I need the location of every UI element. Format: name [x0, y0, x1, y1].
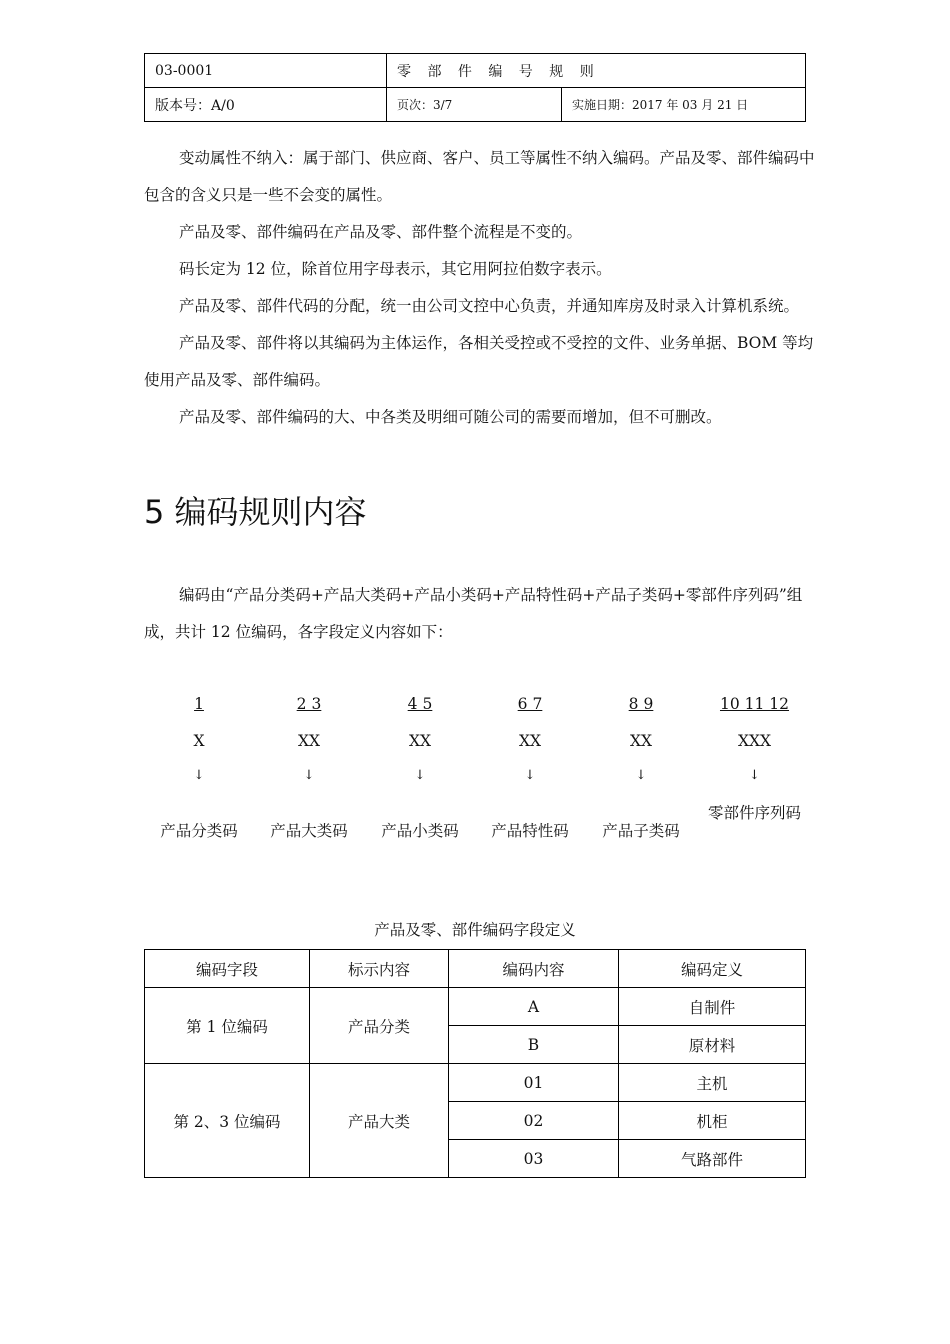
definition-cell: 主机 — [619, 1064, 806, 1102]
column-header: 编码内容 — [449, 950, 619, 988]
code-cell: A — [449, 988, 619, 1026]
code-name: 产品小类码 — [381, 822, 459, 840]
code-field — [365, 695, 475, 850]
page-number: 页次：3/7 — [387, 88, 562, 122]
field-cell: 第 2、3 位编码 — [145, 1064, 310, 1178]
code-position: 2 3 — [296, 695, 322, 713]
table-header-row — [145, 950, 806, 988]
effective-date: 实施日期：2017 年 03 月 21 日 — [562, 88, 806, 122]
code-position: 8 9 — [628, 695, 654, 713]
column-header: 标示内容 — [310, 950, 449, 988]
code-cell: 03 — [449, 1140, 619, 1178]
doc-number: 03-0001 — [145, 54, 387, 88]
paragraph: 产品及零、部件编码的大、中各类及明细可随公司的需要而增加，但不可删改。 — [179, 408, 722, 426]
paragraph: 产品及零、部件代码的分配，统一由公司文控中心负责，并通知库房及时录入计算机系统。 — [179, 297, 800, 315]
code-name: 零部件序列码 — [708, 804, 802, 822]
definition-cell: 机柜 — [619, 1102, 806, 1140]
table-row — [145, 988, 806, 1026]
label-cell: 产品大类 — [310, 1064, 449, 1178]
down-arrow-icon: ↓ — [414, 768, 426, 783]
down-arrow-icon: ↓ — [524, 768, 536, 783]
code-field — [475, 695, 585, 850]
down-arrow-icon: ↓ — [749, 768, 760, 783]
code-field — [586, 695, 696, 850]
code-mask: XX — [629, 732, 653, 750]
code-name: 产品大类码 — [270, 822, 348, 840]
section-title: 5 编码规则内容 — [144, 493, 367, 531]
definition-cell: 气路部件 — [619, 1140, 806, 1178]
code-position: 10 11 12 — [719, 695, 790, 713]
paragraph: 编码由“产品分类码+产品大类码+产品小类码+产品特性码+产品子类码+零部件序列码”组成，共计 12 位编码，各字段定义内容如下： — [144, 586, 803, 641]
doc-title: 零 部 件 编 号 规 则 — [387, 54, 806, 88]
label-cell: 产品分类 — [310, 988, 449, 1064]
code-position: 4 5 — [407, 695, 433, 713]
code-position: 6 7 — [517, 695, 543, 713]
version: 版本号：A/0 — [145, 88, 387, 122]
body-text — [144, 140, 819, 436]
code-field — [254, 695, 364, 850]
code-name: 产品子类码 — [602, 822, 680, 840]
code-field — [702, 695, 807, 832]
code-cell: B — [449, 1026, 619, 1064]
paragraph: 码长定为 12 位，除首位用字母表示，其它用阿拉伯数字表示。 — [179, 260, 612, 278]
code-mask: XX — [408, 732, 432, 750]
paragraph: 产品及零、部件将以其编码为主体运作，各相关受控或不受控的文件、业务单据、BOM 等均使用产品及零、部件编码。 — [144, 334, 814, 389]
code-name: 产品分类码 — [160, 822, 238, 840]
code-mask: XX — [297, 732, 321, 750]
down-arrow-icon: ↓ — [303, 768, 315, 783]
code-mask: XXX — [737, 732, 772, 750]
paragraph: 产品及零、部件编码在产品及零、部件整个流程是不变的。 — [179, 223, 583, 241]
code-name: 产品特性码 — [491, 822, 569, 840]
column-header: 编码字段 — [145, 950, 310, 988]
code-position: 1 — [194, 695, 204, 713]
code-cell: 02 — [449, 1102, 619, 1140]
table-row — [145, 1064, 806, 1102]
field-cell: 第 1 位编码 — [145, 988, 310, 1064]
down-arrow-icon: ↓ — [193, 768, 205, 783]
definition-cell: 自制件 — [619, 988, 806, 1026]
paragraph: 变动属性不纳入：属于部门、供应商、客户、员工等属性不纳入编码。产品及零、部件编码中包含的含义只是一些不会变的属性。 — [144, 149, 815, 204]
down-arrow-icon: ↓ — [635, 768, 647, 783]
code-mask: XX — [518, 732, 542, 750]
code-field — [144, 695, 254, 850]
code-mask: X — [193, 732, 205, 750]
definition-table — [144, 949, 806, 1178]
code-cell: 01 — [449, 1064, 619, 1102]
column-header: 编码定义 — [619, 950, 806, 988]
header-table — [144, 53, 806, 122]
table-caption: 产品及零、部件编码字段定义 — [374, 921, 576, 939]
intro-text — [144, 577, 819, 651]
definition-cell: 原材料 — [619, 1026, 806, 1064]
